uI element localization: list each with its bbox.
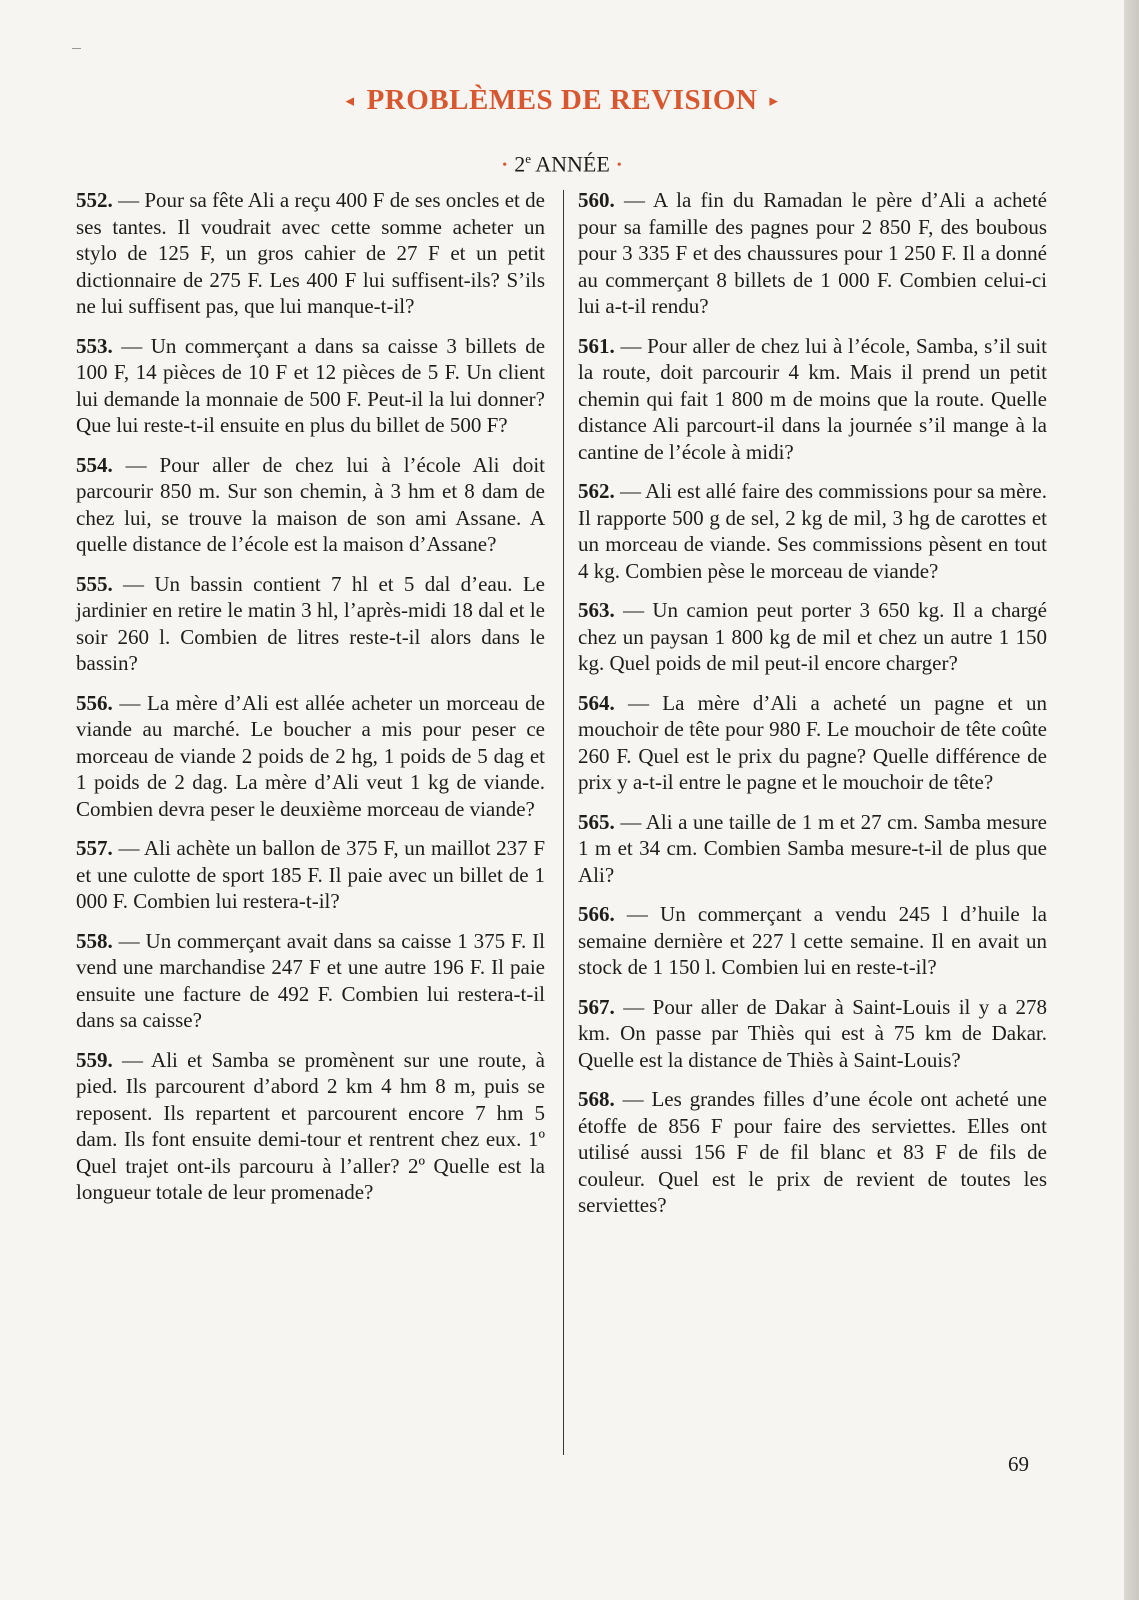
problem-number: 558. xyxy=(76,928,113,953)
problem-number: 568. xyxy=(578,1087,615,1111)
problem-number: 552. xyxy=(76,188,113,212)
problem-item xyxy=(76,690,545,823)
grade-subtitle xyxy=(0,151,1124,177)
margin-mark xyxy=(72,48,81,49)
problem-item xyxy=(578,478,1047,584)
problem-number: 556. xyxy=(76,690,113,715)
problem-text: — Ali et Samba se promènent sur une route, à pied. Ils parcourent d’abord 2 km 4 hm 8 m, puis se reposent. Ils repartent et parcourent encore 7 hm 5 dam. Ils font ensuite demi-tour et rentrent chez eux. 1º Quel trajet ont-ils parcouru à l’aller? 2º Quelle est la longueur totale de leur promenade? xyxy=(76,1047,545,1204)
problem-text: — Pour sa fête Ali a reçu 400 F de ses oncles et de ses tantes. Il voudrait avec cette somme acheter un stylo de 125 F, un gros cahier de 27 F et un petit dictionnaire de 275 F. Les 400 F lui suffisent-ils? S’ils ne lui suffisent pas, que lui manque-t-il? xyxy=(76,188,546,318)
problem-item xyxy=(76,928,545,1034)
problem-number: 559. xyxy=(76,1047,113,1072)
right-triangle-icon: ▸ xyxy=(769,91,779,110)
problem-item xyxy=(578,690,1047,796)
bullet-icon: • xyxy=(502,158,508,174)
problem-item xyxy=(76,187,545,320)
problem-text: — Pour aller de Dakar à Saint-Louis il y a 278 km. On passe par Thiès qui est à 75 km de Dakar. Quelle est la distance de Thiès à Saint-Louis? xyxy=(578,994,1048,1072)
right-column xyxy=(578,187,1047,1232)
subtitle-prefix: 2 xyxy=(514,151,526,177)
page-edge xyxy=(1124,0,1139,1600)
problem-number: 567. xyxy=(578,994,615,1019)
subtitle-suffix: ANNÉE xyxy=(530,151,610,177)
problem-item xyxy=(76,333,545,439)
problem-item xyxy=(578,597,1047,677)
problem-text: — Ali a une taille de 1 m et 27 cm. Samba mesure 1 m et 34 cm. Combien Samba mesure-t-il de plus que Ali? xyxy=(578,809,1048,887)
problem-number: 554. xyxy=(76,452,113,477)
problem-item xyxy=(578,333,1047,466)
problem-number: 557. xyxy=(76,836,113,860)
problem-text: — Ali est allé faire des commissions pour sa mère. Il rapporte 500 g de sel, 2 kg de mil, 3 hg de carottes et un morceau de viande. Ses commissions pèsent en tout 4 kg. Combien pèse le morceau de viande? xyxy=(578,479,1048,583)
left-column xyxy=(76,187,545,1219)
problem-number: 565. xyxy=(578,809,615,834)
problem-item xyxy=(578,809,1047,889)
problem-item xyxy=(76,1047,545,1206)
problem-text: — Ali achète un ballon de 375 F, un maillot 237 F et une culotte de sport 185 F. Il paie avec un billet de 1 000 F. Combien lui restera-t-il? xyxy=(76,836,545,913)
problem-text: — Les grandes filles d’une école ont acheté une étoffe de 856 F pour faire des serviettes. Elles ont utilisé aussi 156 F de fil blanc et 83 F de fils de couleur. Quel est le prix de revient de toutes les serviettes? xyxy=(578,1087,1047,1217)
subtitle-superscript: e xyxy=(525,151,531,166)
problem-text: — La mère d’Ali a acheté un pagne et un mouchoir de tête pour 980 F. Le mouchoir de tête coûte 260 F. Quel est le prix du pagne? Quelle différence de prix y a-t-il entre le pagne et le mouchoir de tête? xyxy=(578,690,1048,794)
bullet-icon: • xyxy=(616,158,622,174)
problem-item xyxy=(578,187,1047,320)
problem-text: — Pour aller de chez lui à l’école, Samba, s’il suit la route, doit parcourir 4 km. Mais il prend un petit chemin qui fait 1 800 m de moins que la route. Quelle distance Ali parcourt-il dans la journée s’il mange à la cantine de l’école à midi? xyxy=(578,333,1047,464)
problem-number: 566. xyxy=(578,902,615,926)
problem-number: 553. xyxy=(76,333,113,358)
problem-text: — La mère d’Ali est allée acheter un morceau de viande au marché. Le boucher a mis pour peser ce morceau de viande 2 poids de 2 hg, 1 poids de 5 dag et 1 poids de 2 dag. La mère d’Ali veut 1 kg de viande. Combien devra peser le deuxième morceau de viande? xyxy=(76,690,545,821)
problem-item xyxy=(578,1086,1047,1219)
problem-text: — A la fin du Ramadan le père d’Ali a acheté pour sa famille des pagnes pour 2 850 F, des boubous pour 3 335 F et des chaussures pour 1 250 F. Il a donné au commerçant 8 billets de 1 000 F. Combien celui-ci lui a-t-il rendu? xyxy=(578,188,1047,318)
problem-item xyxy=(76,452,545,558)
problem-number: 564. xyxy=(578,690,615,715)
title-text: PROBLÈMES DE REVISION xyxy=(366,84,758,116)
problem-number: 555. xyxy=(76,571,113,596)
problem-text: — Un commerçant avait dans sa caisse 1 375 F. Il vend une marchandise 247 F et une autre 196 F. Il paie ensuite une facture de 492 F. Combien lui restera-t-il dans sa caisse? xyxy=(76,928,545,1032)
problem-text: — Un commerçant a dans sa caisse 3 billets de 100 F, 14 pièces de 10 F et 12 pièces de 5 F. Un client lui demande la monnaie de 500 F. Peut-il la lui donner? Que lui reste-t-il ensuite en plus du billet de 500 F? xyxy=(76,333,546,437)
problem-text: — Un camion peut porter 3 650 kg. Il a chargé chez un paysan 1 800 kg de mil et chez un autre 1 150 kg. Quel poids de mil peut-il encore charger? xyxy=(578,598,1048,675)
problem-item xyxy=(76,835,545,915)
problem-number: 561. xyxy=(578,333,615,358)
section-title xyxy=(0,84,1124,117)
problem-number: 562. xyxy=(578,479,615,503)
problem-text: — Un bassin contient 7 hl et 5 dal d’eau. Le jardinier en retire le matin 3 hl, l’après-midi 18 dal et le soir 260 l. Combien de litres reste-t-il alors dans le bassin? xyxy=(76,571,545,675)
left-triangle-icon: ◂ xyxy=(345,91,355,110)
problem-text: — Pour aller de chez lui à l’école Ali doit parcourir 850 m. Sur son chemin, à 3 hm et 8 dam de chez lui, se trouve la maison de son ami Assane. A quelle distance de l’école est la maison d’Assane? xyxy=(76,452,546,556)
problem-text: — Un commerçant a vendu 245 l d’huile la semaine dernière et 227 l cette semaine. Il en avait un stock de 1 150 l. Combien lui en reste-t-il? xyxy=(578,902,1048,979)
problem-item xyxy=(578,901,1047,981)
problem-item xyxy=(578,994,1047,1074)
problem-number: 560. xyxy=(578,188,615,212)
column-divider xyxy=(563,190,564,1455)
problem-number: 563. xyxy=(578,598,615,622)
page-number: 69 xyxy=(1008,1452,1029,1476)
problem-item xyxy=(76,571,545,677)
